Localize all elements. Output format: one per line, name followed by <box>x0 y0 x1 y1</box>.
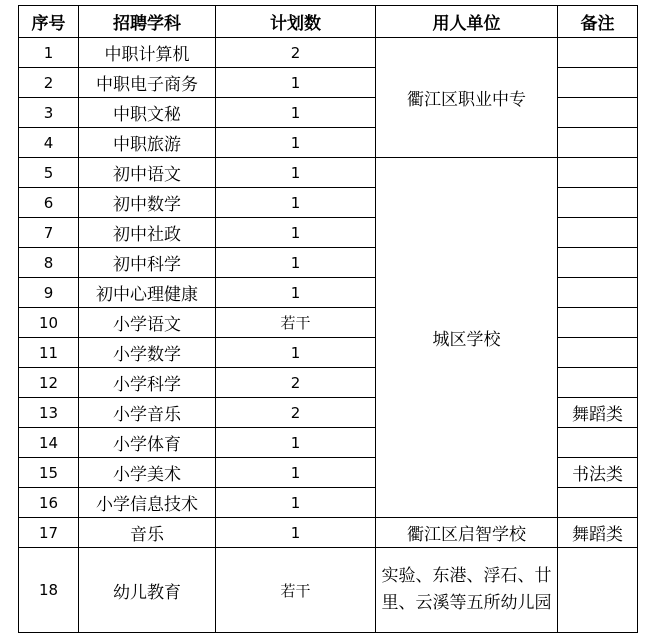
row-note <box>558 158 638 188</box>
row-note <box>558 428 638 458</box>
header-subject: 招聘学科 <box>79 6 216 38</box>
unit-vocational: 衢江区职业中专 <box>376 38 558 158</box>
table-row <box>19 518 638 548</box>
row-seq: 15 <box>19 458 79 488</box>
row-seq: 13 <box>19 398 79 428</box>
row-plan: 1 <box>216 68 376 98</box>
row-note <box>558 218 638 248</box>
row-note <box>558 368 638 398</box>
row-subject: 小学美术 <box>79 458 216 488</box>
row-subject: 小学科学 <box>79 368 216 398</box>
row-plan: 2 <box>216 38 376 68</box>
row-subject: 初中数学 <box>79 188 216 218</box>
row-note <box>558 128 638 158</box>
row-plan: 2 <box>216 398 376 428</box>
header-note: 备注 <box>558 6 638 38</box>
row-plan: 1 <box>216 128 376 158</box>
row-subject: 小学信息技术 <box>79 488 216 518</box>
row-note <box>558 98 638 128</box>
recruitment-table <box>18 5 638 633</box>
row-seq: 12 <box>19 368 79 398</box>
row-plan: 1 <box>216 278 376 308</box>
row-seq: 17 <box>19 518 79 548</box>
row-seq: 18 <box>19 548 79 633</box>
row-subject: 中职电子商务 <box>79 68 216 98</box>
row-plan: 1 <box>216 218 376 248</box>
table-row <box>19 548 638 633</box>
header-unit: 用人单位 <box>376 6 558 38</box>
table-header-row <box>19 6 638 38</box>
unit-city-schools: 城区学校 <box>376 158 558 518</box>
row-note <box>558 248 638 278</box>
row-seq: 4 <box>19 128 79 158</box>
row-seq: 3 <box>19 98 79 128</box>
row-plan: 1 <box>216 248 376 278</box>
row-note: 书法类 <box>558 458 638 488</box>
row-plan: 1 <box>216 488 376 518</box>
row-seq: 7 <box>19 218 79 248</box>
row-subject: 初中科学 <box>79 248 216 278</box>
row-seq: 5 <box>19 158 79 188</box>
row-note <box>558 308 638 338</box>
row-seq: 6 <box>19 188 79 218</box>
row-subject: 幼儿教育 <box>79 548 216 633</box>
table-row <box>19 158 638 188</box>
row-note <box>558 338 638 368</box>
row-note <box>558 188 638 218</box>
row-plan: 1 <box>216 458 376 488</box>
table-row <box>19 38 638 68</box>
row-seq: 11 <box>19 338 79 368</box>
row-subject: 中职旅游 <box>79 128 216 158</box>
row-subject: 初中心理健康 <box>79 278 216 308</box>
row-seq: 14 <box>19 428 79 458</box>
row-plan: 1 <box>216 188 376 218</box>
row-note: 舞蹈类 <box>558 518 638 548</box>
row-plan: 1 <box>216 98 376 128</box>
row-note <box>558 548 638 633</box>
row-subject: 中职计算机 <box>79 38 216 68</box>
row-plan: 1 <box>216 338 376 368</box>
row-subject: 小学语文 <box>79 308 216 338</box>
row-note: 舞蹈类 <box>558 398 638 428</box>
row-seq: 2 <box>19 68 79 98</box>
row-subject: 中职文秘 <box>79 98 216 128</box>
row-seq: 1 <box>19 38 79 68</box>
row-subject: 小学数学 <box>79 338 216 368</box>
unit-qizhi: 衢江区启智学校 <box>376 518 558 548</box>
row-plan: 2 <box>216 368 376 398</box>
row-note <box>558 68 638 98</box>
row-seq: 10 <box>19 308 79 338</box>
row-plan: 1 <box>216 428 376 458</box>
row-subject: 小学体育 <box>79 428 216 458</box>
row-subject: 小学音乐 <box>79 398 216 428</box>
row-plan: 1 <box>216 518 376 548</box>
row-plan: 1 <box>216 158 376 188</box>
row-seq: 9 <box>19 278 79 308</box>
header-seq: 序号 <box>19 6 79 38</box>
row-note <box>558 488 638 518</box>
row-note <box>558 278 638 308</box>
row-seq: 16 <box>19 488 79 518</box>
unit-kindergartens: 实验、东港、浮石、廿里、云溪等五所幼儿园 <box>376 548 558 633</box>
row-plan: 若干 <box>216 308 376 338</box>
header-plan: 计划数 <box>216 6 376 38</box>
row-note <box>558 38 638 68</box>
row-subject: 音乐 <box>79 518 216 548</box>
row-seq: 8 <box>19 248 79 278</box>
row-subject: 初中语文 <box>79 158 216 188</box>
row-plan: 若干 <box>216 548 376 633</box>
row-subject: 初中社政 <box>79 218 216 248</box>
